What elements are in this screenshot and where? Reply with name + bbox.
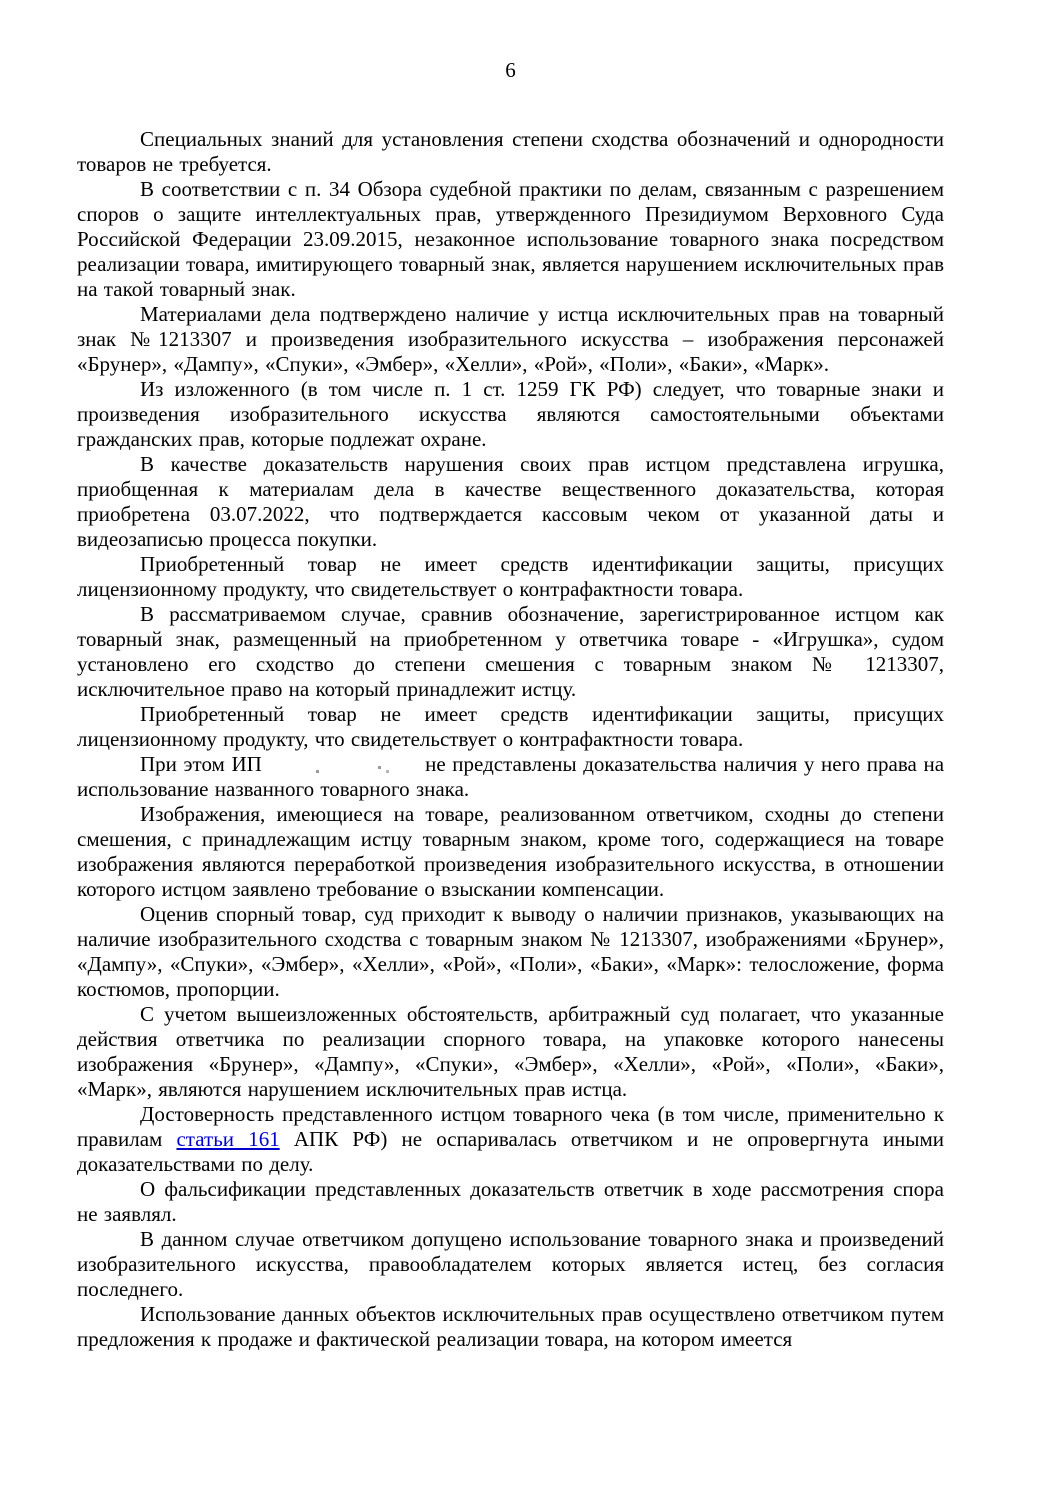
paragraph: В рассматриваемом случае, сравнив обозначение, зарегистрированное истцом как товарный знак, размещенный на приобретенном у ответчика товаре - «Игрушка», судом установлено его сходство до степени смешения с товарным знаком № 1213307, исключительное право на который принадлежит истцу. — [77, 602, 944, 701]
paragraph: Использование данных объектов исключительных прав осуществлено ответчиком путем предложения к продаже и фактической реализации товара, на котором имеется — [77, 1302, 944, 1351]
paragraph: Специальных знаний для установления степени сходства обозначений и однородности товаров не требуется. — [77, 127, 944, 176]
paragraph: О фальсификации представленных доказательств ответчик в ходе рассмотрения спора не заявлял. — [77, 1177, 944, 1226]
paragraph: Изображения, имеющиеся на товаре, реализованном ответчиком, сходны до степени смешения, с принадлежащим истцу товарным знаком, кроме того, содержащиеся на товаре изображения являются переработкой произведения изобразительного искусства, в отношении которого истцом заявлено требование о взыскании компенсации. — [77, 802, 944, 901]
paragraph: В данном случае ответчиком допущено использование товарного знака и произведений изобразительного искусства, правообладателем которых является истец, без согласия последнего. — [77, 1227, 944, 1301]
paragraph: Материалами дела подтверждено наличие у истца исключительных прав на товарный знак №1213307 и произведения изобразительного искусства – изображения персонажей «Брунер», «Дампу», «Спуки», «Эмбер», «Хелли», «Рой», «Поли», «Баки», «Марк». — [77, 302, 944, 376]
paragraph-text: АПК РФ) не оспаривалась ответчиком и не опровергнута иными доказательствами по делу. — [77, 1127, 944, 1176]
paragraph: Из изложенного (в том числе п. 1 ст. 1259 ГК РФ) следует, что товарные знаки и произведения изобразительного искусства являются самостоятельными объектами гражданских прав, которые подлежат охране. — [77, 377, 944, 451]
paragraph: В качестве доказательств нарушения своих прав истцом представлена игрушка, приобщенная к материалам дела в качестве вещественного доказательства, которая приобретена 03.07.2022, что подтверждается кассовым чеком от указанной даты и видеозаписью процесса покупки. — [77, 452, 944, 551]
page-number: 6 — [505, 58, 516, 82]
paragraph-text: Достоверность представленного истцом товарного чека (в том числе, применительно к правилам — [77, 1102, 944, 1151]
paragraph: Оценив спорный товар, суд приходит к выводу о наличии признаков, указывающих на наличие изобразительного сходства с товарным знаком № 1213307, изображениями «Брунер», «Дампу», «Спуки», «Эмбер», «Хелли», «Рой», «Поли», «Баки», «Марк»: телосложение, форма костюмов, пропорции. — [77, 902, 944, 1001]
paragraph-text: При этом ИП — [140, 752, 262, 776]
paragraph-with-link — [77, 1102, 944, 1177]
paragraph: Приобретенный товар не имеет средств идентификации защиты, присущих лицензионному продукту, что свидетельствует о контрафактности товара. — [77, 702, 944, 751]
paragraph-with-redaction — [77, 752, 944, 802]
redacted-name-gap — [268, 770, 418, 771]
paragraph: В соответствии с п. 34 Обзора судебной практики по делам, связанным с разрешением споров о защите интеллектуальных прав, утвержденного Президиумом Верховного Суда Российской Федерации 23.09.2015, незаконное использование товарного знака посредством реализации товара, имитирующего товарный знак, является нарушением исключительных прав на такой товарный знак. — [77, 177, 944, 301]
paragraph-text: не представлены доказательства наличия у него права на использование названного товарного знака. — [77, 752, 945, 801]
paragraph: С учетом вышеизложенных обстоятельств, арбитражный суд полагает, что указанные действия ответчика по реализации спорного товара, на упаковке которого нанесены изображения «Брунер», «Дампу», «Спуки», «Эмбер», «Хелли», «Рой», «Поли», «Баки», «Марк», являются нарушением исключительных прав истца. — [77, 1002, 944, 1101]
statute-161-link[interactable]: статьи 161 — [176, 1127, 280, 1151]
paragraph: Приобретенный товар не имеет средств идентификации защиты, присущих лицензионному продукту, что свидетельствует о контрафактности товара. — [77, 552, 944, 601]
